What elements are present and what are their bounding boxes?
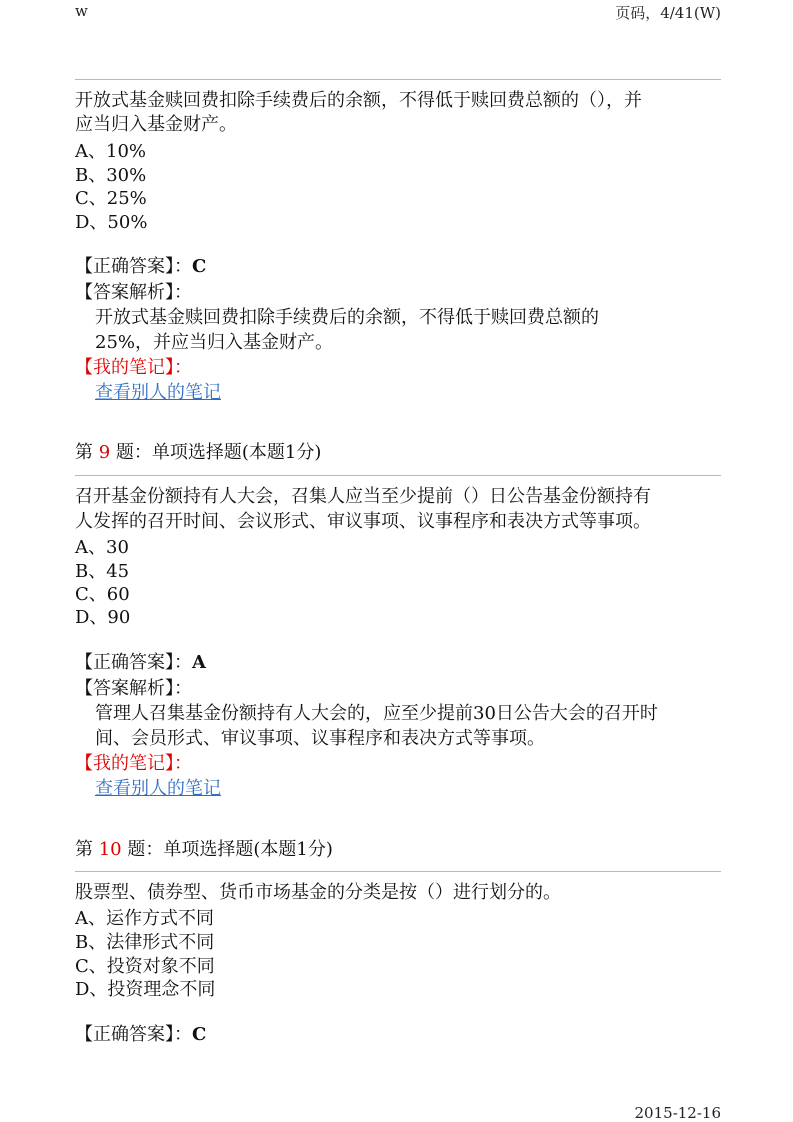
page-number: 页码，4/41(W) <box>615 4 721 22</box>
analysis-line: 间、会员形式、审议事项、议事程序和表决方式等事项。 <box>95 728 545 749</box>
correct-answer <box>75 255 206 279</box>
my-notes-label: 【我的笔记】： <box>75 357 192 378</box>
correct-answer <box>75 1023 206 1047</box>
correct-answer <box>75 651 206 675</box>
answer-label: 【正确答案】： <box>75 256 192 277</box>
question-stem-line: 人发挥的召开时间、会议形式、审议事项、议事程序和表决方式等事项。 <box>75 511 651 532</box>
option-a: A、运作方式不同 <box>75 908 214 929</box>
answer-value: C <box>192 256 207 277</box>
option-d: D、投资理念不同 <box>75 979 216 1000</box>
divider <box>75 79 721 80</box>
view-notes-link[interactable]: 查看别人的笔记 <box>95 778 221 799</box>
option-b: B、45 <box>75 561 130 582</box>
option-b: B、法律形式不同 <box>75 932 215 953</box>
q-prefix: 第 <box>75 839 99 860</box>
question-stem-line: 股票型、债券型、货币市场基金的分类是按（）进行划分的。 <box>75 882 561 903</box>
divider <box>75 475 721 476</box>
my-notes-label: 【我的笔记】： <box>75 753 192 774</box>
question-number: 9 <box>98 442 111 463</box>
option-b: B、30% <box>75 165 147 186</box>
header-left-text: w <box>75 2 88 20</box>
analysis-line: 25%，并应当归入基金财产。 <box>95 332 334 353</box>
analysis-label: 【答案解析】： <box>75 678 192 699</box>
option-c: C、60 <box>75 584 130 605</box>
option-d: D、50% <box>75 212 148 233</box>
question-number: 10 <box>98 839 122 860</box>
answer-label: 【正确答案】： <box>75 1024 192 1045</box>
view-notes-link[interactable]: 查看别人的笔记 <box>95 382 221 403</box>
option-c: C、投资对象不同 <box>75 956 215 977</box>
q-suffix: 题：单项选择题(本题1分) <box>110 442 322 463</box>
option-c: C、25% <box>75 188 147 209</box>
answer-value: C <box>192 1024 207 1045</box>
answer-value: A <box>192 652 206 673</box>
footer-date: 2015-12-16 <box>634 1104 721 1122</box>
answer-label: 【正确答案】： <box>75 652 192 673</box>
analysis-line: 管理人召集基金份额持有人大会的，应至少提前30日公告大会的召开时 <box>95 703 658 724</box>
question-header <box>75 441 321 465</box>
analysis-line: 开放式基金赎回费扣除手续费后的余额，不得低于赎回费总额的 <box>95 307 599 328</box>
option-d: D、90 <box>75 607 131 628</box>
option-a: A、30 <box>75 537 129 558</box>
question-stem-line: 应当归入基金财产。 <box>75 114 237 135</box>
divider <box>75 871 721 872</box>
question-stem-line: 召开基金份额持有人大会，召集人应当至少提前（）日公告基金份额持有 <box>75 486 651 507</box>
option-a: A、10% <box>75 141 147 162</box>
question-stem-line: 开放式基金赎回费扣除手续费后的余额，不得低于赎回费总额的（），并 <box>75 90 642 111</box>
question-header <box>75 838 333 862</box>
q-suffix: 题：单项选择题(本题1分) <box>121 839 333 860</box>
q-prefix: 第 <box>75 442 99 463</box>
analysis-label: 【答案解析】： <box>75 282 192 303</box>
